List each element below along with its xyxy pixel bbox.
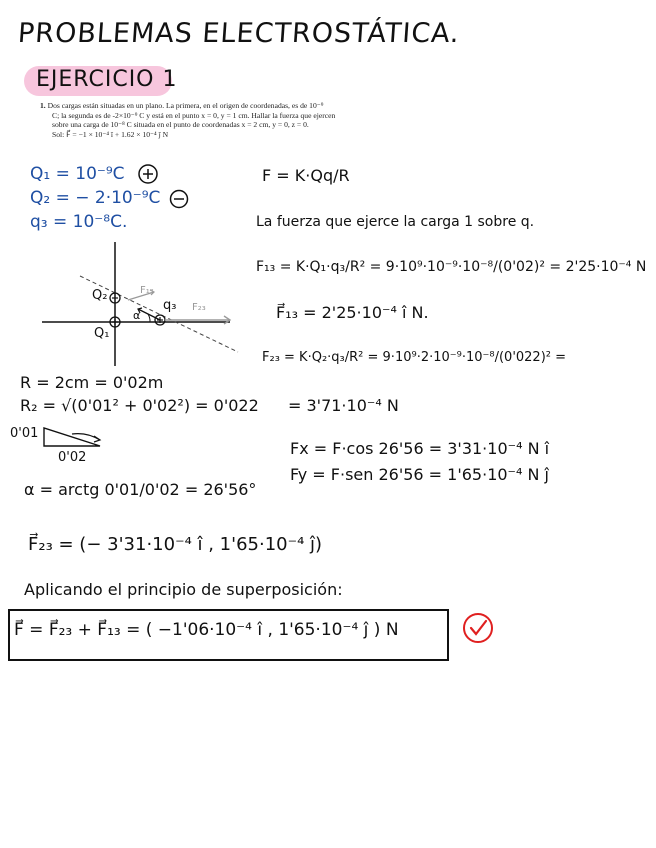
angle-alpha: α = arctg 0'01/0'02 = 26'56° xyxy=(24,480,257,499)
f23-magnitude: = 3'71·10⁻⁴ N xyxy=(288,396,399,415)
f23-vector xyxy=(138,309,160,320)
statement-line-2: C; la segunda es de -2×10⁻⁹ C y está en el punto x = 0, y = 1 cm. Hallar la fuerza que ejercen xyxy=(52,110,336,120)
distance-r: R = 2cm = 0'02m xyxy=(20,373,164,392)
label-q2: Q₂ xyxy=(92,288,108,303)
final-answer: F⃗ = F⃗₂₃ + F⃗₁₃ = ( −1'06·10⁻⁴ î , 1'65·10⁻⁴ ĵ ) N xyxy=(14,620,399,640)
distance-r2: R₂ = √(0'01² + 0'02²) = 0'022 xyxy=(20,396,259,415)
charge-q3: q₃ = 10⁻⁸C. xyxy=(30,212,128,232)
charge-q1: Q₁ = 10⁻⁹C xyxy=(30,164,125,184)
label-alpha: α xyxy=(133,309,141,322)
plus-sign-icon xyxy=(136,162,160,186)
f13-calculation: F₁₃ = K·Q₁·q₃/R² = 9·10⁹·10⁻⁹·10⁻⁸/(0'02)² = 2'25·10⁻⁴ N xyxy=(256,259,647,275)
statement-line-1: Dos cargas están situadas en un plano. La primera, en el origen de coordenadas, es de 10⁻⁹ xyxy=(47,101,324,110)
problem-number: 1. xyxy=(40,101,46,110)
page-title: PROBLEMAS ELECTROSTÁTICA. xyxy=(16,18,461,49)
superposition-heading: Aplicando el principio de superposición: xyxy=(24,580,343,599)
triangle-side-vertical: 0'01 xyxy=(10,426,39,441)
fx-component: Fx = F·cos 26'56 = 3'31·10⁻⁴ N î xyxy=(290,439,550,458)
label-q3: q₃ xyxy=(163,298,177,313)
triangle-side-horizontal: 0'02 xyxy=(58,450,87,465)
statement-line-3: sobre una carga de 10⁻⁸ C situada en el punto de coordenadas x = 2 cm, y = 0, z = 0. xyxy=(52,120,309,130)
force-sentence: La fuerza que ejerce la carga 1 sobre q. xyxy=(256,214,535,230)
exercise-heading: EJERCICIO 1 xyxy=(36,67,178,92)
f23-calculation: F₂₃ = K·Q₂·q₃/R² = 9·10⁹·2·10⁻⁹·10⁻⁸/(0'022)² = xyxy=(262,350,567,365)
charge-q2: Q₂ = − 2·10⁻⁹C xyxy=(30,188,161,208)
minus-sign-icon xyxy=(168,188,190,210)
label-q1: Q₁ xyxy=(94,326,110,341)
charge-diagram xyxy=(30,240,250,370)
label-f23-small: F₂₃ xyxy=(192,302,206,313)
triangle-sketch xyxy=(42,424,104,450)
label-f13-small: F₁₃ xyxy=(140,285,154,296)
f13-vector-result: F⃗₁₃ = 2'25·10⁻⁴ î N. xyxy=(276,303,429,322)
fy-component: Fy = F·sen 26'56 = 1'65·10⁻⁴ N ĵ xyxy=(290,465,549,484)
coulomb-formula: F = K·Qq/R xyxy=(262,166,350,185)
f23-vector-components: F⃗₂₃ = (− 3'31·10⁻⁴ î , 1'65·10⁻⁴ ĵ) xyxy=(28,534,323,555)
problem-statement xyxy=(40,101,400,139)
statement-solution: Sol: F⃗ = −1 × 10⁻⁴ î + 1.62 × 10⁻⁴ ĵ N xyxy=(52,129,169,139)
checkmark-icon xyxy=(461,611,495,645)
